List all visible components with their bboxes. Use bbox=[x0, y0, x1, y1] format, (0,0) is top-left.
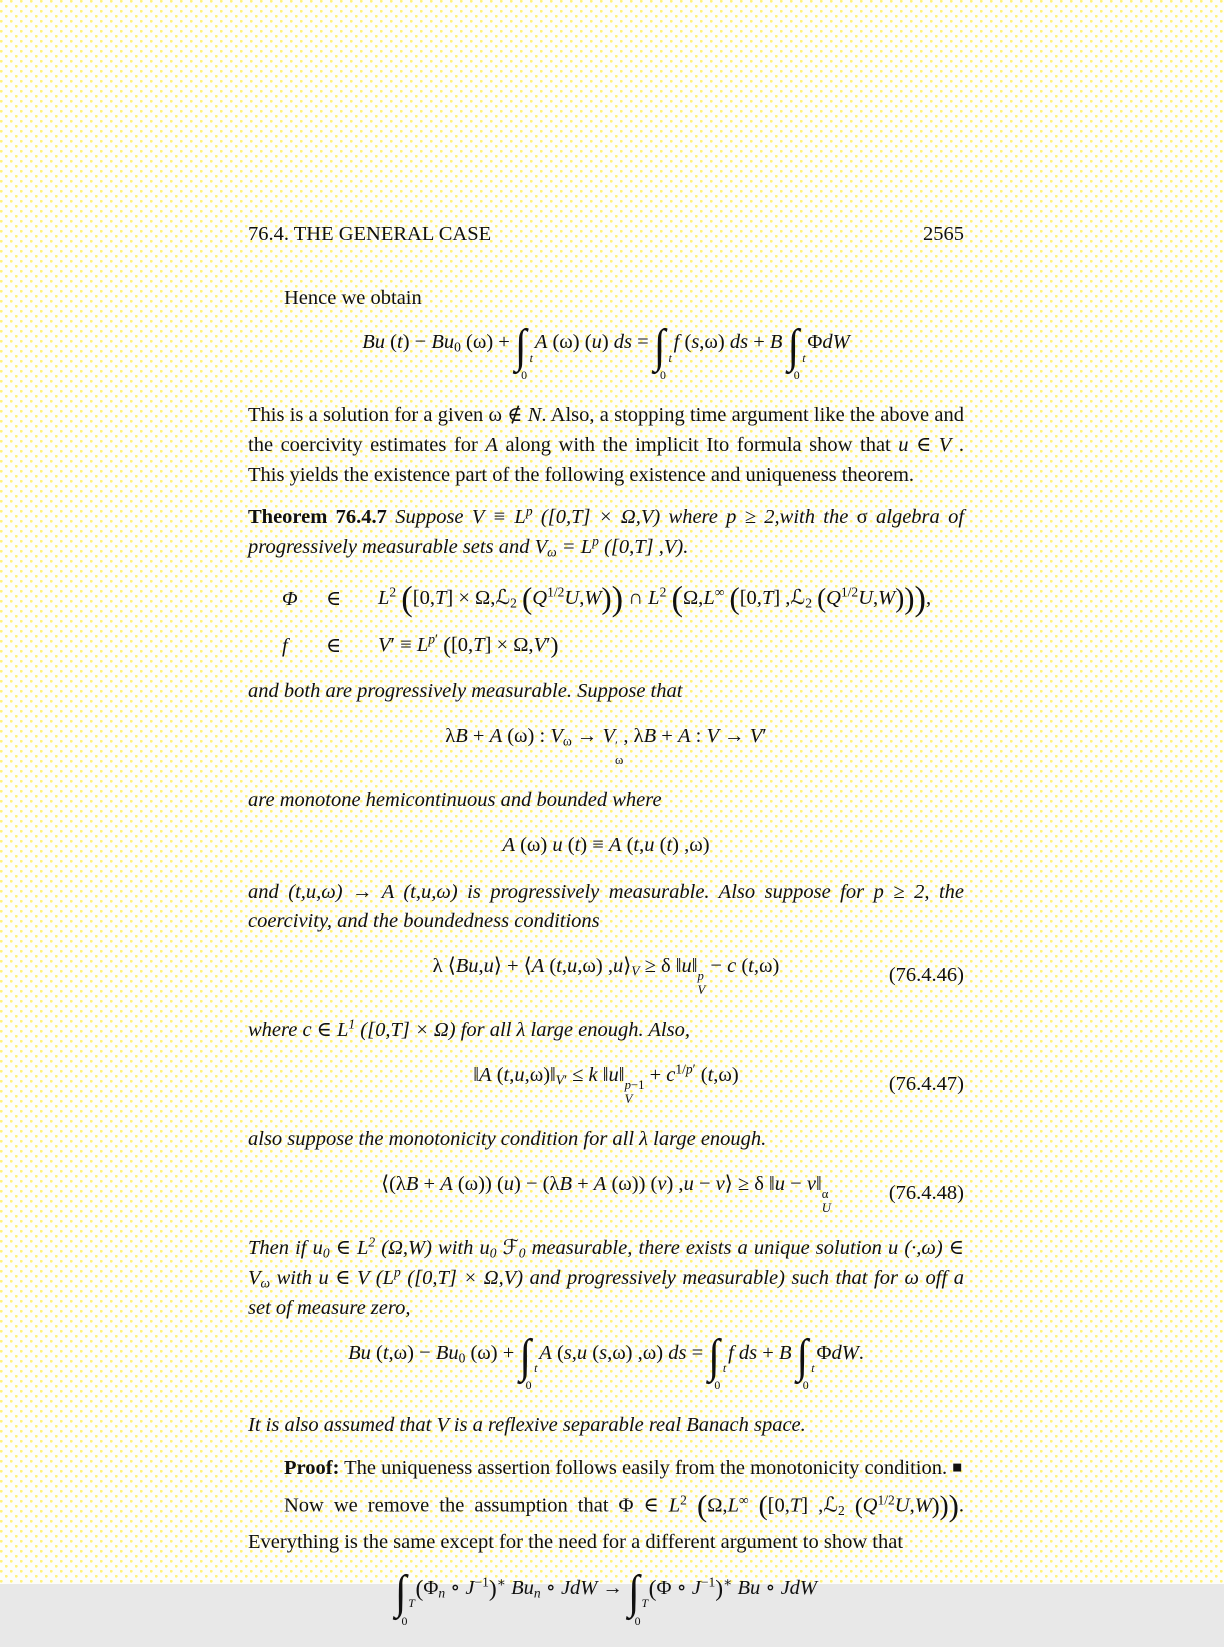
f-condition-row bbox=[282, 631, 964, 662]
theorem-statement bbox=[248, 503, 964, 562]
f-condition-rhs: $V' \equiv L^{p'}$ ([0,T] × Ω,V′) bbox=[378, 631, 559, 659]
display-equation-solution bbox=[248, 1331, 964, 1393]
display-equation-coercivity bbox=[248, 954, 964, 997]
paragraph-progressively-measurable: and (t,u,ω) → A (t,u,ω) is progressively measurable. Also suppose for p ≥ 2, the coercivity, and the boundedness conditions bbox=[248, 880, 964, 933]
phi-condition-row bbox=[282, 577, 964, 622]
equation-coercivity-body: λ ⟨Bu,u⟩ + ⟨A (t,u,ω) $,u⟩_V \ge \delta$ ‖u‖ p V − c (t,ω) bbox=[432, 955, 780, 998]
equation-convergence-body: ∫ T 0 ($\Phi_n$ ∘ $J^{-1})^∗$ $Bu_n$ ∘ JdW → ∫ T 0 (Φ ∘ $J^{-1})^∗$ Bu ∘ JdW bbox=[394, 1567, 817, 1629]
paragraph-then-if: Then if $u_0$ ∈ $L^2$ (Ω,W) with $u_0$ ℱ$_0$ measurable, there exists a unique solution u (·,ω) ∈ $V_\omega$ with u ∈ V ($L^p$ ([0,T] × Ω,V) and progressively measurable) such that for ω off a set of measure zero, bbox=[248, 1234, 964, 1319]
paragraph-monotone: are monotone hemicontinuous and bounded where bbox=[248, 789, 662, 812]
paragraph-remove-assumption: Now we remove the assumption that Φ ∈ $L^2$ (Ω,L∞ ([0,T] ,ℒ$_2$ $(Q^{1/2}U,W)$)). Everything is the same except for the need for a different argument to show that bbox=[248, 1488, 965, 1554]
paragraph-banach: It is also assumed that V is a reflexive separable real Banach space. bbox=[248, 1414, 806, 1437]
equation-solution-body: Bu $(t,\omega) - Bu_0$ (ω) + ∫ t 0 A (s,u (s,ω) ,ω) ds = ∫ t 0 f ds + B ∫ t 0 ΦdW. bbox=[348, 1331, 864, 1393]
f-condition-lhs: f bbox=[282, 634, 288, 657]
equation-main-body: Bu $(t) - Bu_0$ (ω) + ∫ t 0 A (ω) (u) ds = ∫ t 0 f (s,ω) ds + B ∫ t 0 ΦdW bbox=[362, 321, 850, 383]
f-condition-relation: ∈ bbox=[326, 634, 342, 657]
equation-number-76-4-47: (76.4.47) bbox=[888, 1072, 964, 1095]
equation-boundedness-body: ‖A $(t,u,\omega)‖_{V'} \le k$ ‖u‖ p−1 V + $c^{1/p'}$ (t,ω) bbox=[473, 1061, 739, 1107]
phi-condition-lhs: Φ bbox=[282, 587, 298, 610]
proof-label: Proof: bbox=[284, 1457, 340, 1480]
proof-paragraph bbox=[248, 1454, 964, 1484]
phi-condition-rhs: $L^2$ ([0,T] × Ω,ℒ$_2$ $(Q^{1/2}U,W)$) ∩ $L^2$ (Ω,L∞ ([0,T] ,ℒ$_2$ $(Q^{1/2}U,W)$)), bbox=[378, 579, 932, 618]
equation-monotonicity-body: ⟨(λB + A (ω)) (u) − (λB + A (ω)) (v) ,u − v⟩ ≥ δ ‖u − v‖ α U bbox=[381, 1173, 831, 1216]
running-header bbox=[248, 220, 964, 250]
theorem-label: Theorem 76.4.7 bbox=[248, 506, 387, 529]
display-equation-monotonicity bbox=[248, 1172, 964, 1215]
equation-operators-body: λB + A (ω) : $V_\omega \to V$ ′ ω , λB + A : V → V′ bbox=[445, 724, 767, 768]
display-equation-main bbox=[248, 321, 964, 383]
equation-number-76-4-48: (76.4.48) bbox=[888, 1181, 964, 1204]
paragraph-where-c: where c ∈ $L^1$ ([0,T] × Ω) for all λ large enough. Also, bbox=[248, 1016, 690, 1042]
page-number: 2565 bbox=[923, 223, 964, 245]
section-heading: 76.4. THE GENERAL CASE bbox=[248, 223, 492, 245]
paragraph-both-measurable: and both are progressively measurable. Suppose that bbox=[248, 680, 683, 703]
conditions-block bbox=[282, 577, 964, 661]
paragraph-solution: This is a solution for a given ω ∉ N. Also, a stopping time argument like the above and the coercivity estimates for A along with the implicit Ito formula show that u ∈ V . This yields the existence part of the following existence and uniqueness theorem. bbox=[248, 404, 964, 486]
paragraph-hence: Hence we obtain bbox=[284, 286, 422, 309]
display-equation-boundedness bbox=[248, 1063, 964, 1106]
phi-condition-relation: ∈ bbox=[326, 587, 342, 610]
equation-A-definition-body: A (ω) u (t) ≡ A (t,u (t) ,ω) bbox=[502, 833, 710, 856]
proof-body: The uniqueness assertion follows easily from the monotonicity condition. ■ bbox=[339, 1457, 963, 1480]
display-equation-operators bbox=[248, 724, 964, 767]
display-equation-A-definition bbox=[248, 833, 964, 859]
page-content bbox=[248, 220, 964, 1647]
paragraph-also-suppose: also suppose the monotonicity condition for all λ large enough. bbox=[248, 1128, 767, 1151]
equation-number-76-4-46: (76.4.46) bbox=[888, 963, 964, 986]
display-equation-convergence bbox=[248, 1567, 964, 1629]
theorem-body: Suppose $V \equiv L^p$ ([0,T] × Ω,V) where p ≥ 2,with the σ algebra of progressively measurable sets and $V_\omega = L^p$ ([0,T] ,V). bbox=[248, 503, 965, 560]
